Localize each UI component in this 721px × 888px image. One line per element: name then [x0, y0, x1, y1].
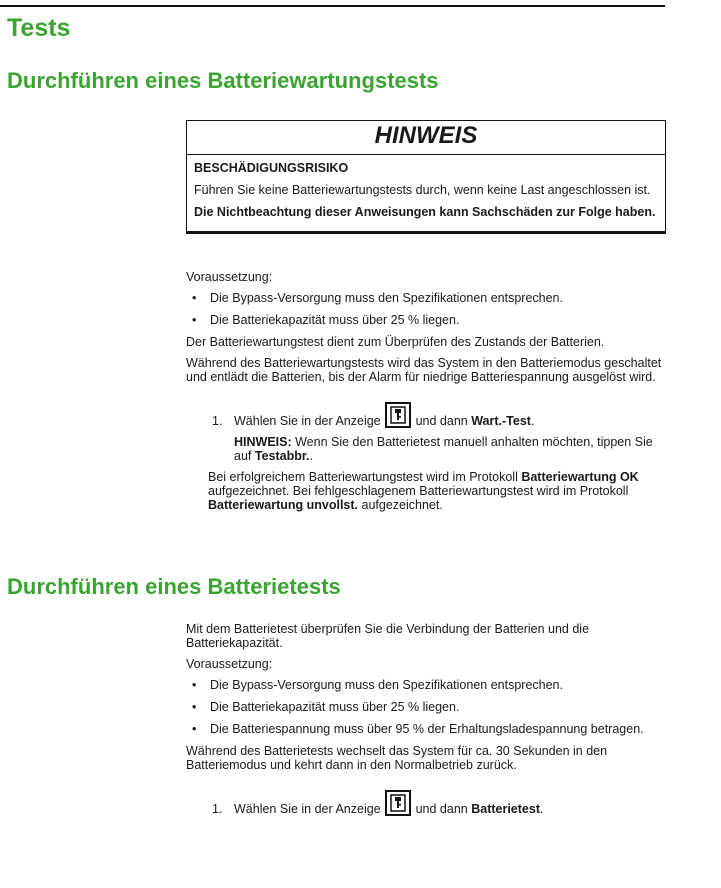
notice-heading: HINWEIS [187, 121, 665, 155]
list-item: • Die Bypass-Versorgung muss den Spezifikationen entsprechen. [186, 678, 666, 692]
step-result: Bei erfolgreichem Batteriewartungstest wird im Protokoll Batteriewartung OK aufgezeichnet. Bei fehlgeschlagenem Batteriewartungstest wird im Protokoll Batteriewartung unvollst. aufgezeichnet. [208, 470, 639, 512]
section1-body [186, 270, 666, 519]
maintenance-key-icon[interactable] [385, 402, 411, 428]
notice-box [186, 120, 666, 234]
section-title-battery-test: Durchführen eines Batterietests [7, 574, 341, 599]
paragraph: Während des Batteriewartungstests wird das System in den Batteriemodus geschaltet und entlädt die Batterien, bis der Alarm für niedrige Batteriespannung ausgelöst wird. [186, 356, 662, 384]
paragraph: Während des Batterietests wechselt das System für ca. 30 Sekunden in den Batteriemodus und kehrt dann in den Normalbetrieb zurück. [186, 744, 608, 772]
paragraph: Mit dem Batterietest überprüfen Sie die Verbindung der Batterien und die Batteriekapazität. [186, 622, 590, 650]
list-item: • Die Bypass-Versorgung muss den Spezifikationen entsprechen. [186, 291, 666, 305]
list-item: • Die Batteriespannung muss über 95 % der Erhaltungsladespannung betragen. [186, 722, 666, 736]
maintenance-key-icon[interactable] [385, 790, 411, 816]
section-title-battery-maintenance-test: Durchführen eines Batteriewartungstests [7, 68, 439, 93]
paragraph: Der Batteriewartungstest dient zum Überprüfen des Zustands der Batterien. [186, 335, 605, 349]
step-hint: HINWEIS: Wenn Sie den Batterietest manuell anhalten möchten, tippen Sie auf Testabbr.. [234, 435, 653, 463]
notice-consequence: Die Nichtbeachtung dieser Anweisungen kann Sachschäden zur Folge haben. [194, 205, 656, 219]
prereq-label: Voraussetzung: [186, 657, 273, 671]
top-rule [0, 5, 665, 7]
prereq-label: Voraussetzung: [186, 270, 273, 284]
list-item: • Die Batteriekapazität muss über 25 % liegen. [186, 313, 666, 327]
list-item: • Die Batteriekapazität muss über 25 % liegen. [186, 700, 666, 714]
step-1: 1. Wählen Sie in der Anzeige und dann Batterietest. [186, 790, 666, 816]
step-1: 1. Wählen Sie in der Anzeige und dann Wart.-Test. [186, 402, 666, 428]
page-title: Tests [7, 14, 71, 42]
section2-body [186, 622, 666, 823]
action-battery-test: Batterietest [471, 802, 540, 816]
action-maintenance-test: Wart.-Test [471, 414, 531, 428]
prereq-list [186, 678, 666, 736]
notice-text: Führen Sie keine Batteriewartungstests durch, wenn keine Last angeschlossen ist. [194, 183, 651, 197]
notice-risk: BESCHÄDIGUNGSRISIKO [194, 161, 349, 175]
prereq-list [186, 291, 666, 327]
